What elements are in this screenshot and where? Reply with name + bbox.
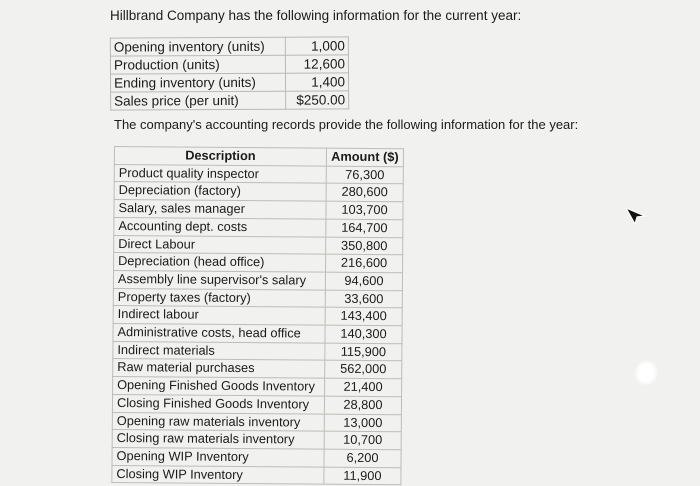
table-row [114, 200, 403, 220]
row-amount: 13,000 [324, 414, 401, 432]
row-amount: 562,000 [325, 361, 402, 379]
description-header: Description [114, 147, 326, 166]
table-row [113, 341, 402, 361]
row-description: Indirect materials [113, 341, 325, 360]
table-row [113, 377, 402, 397]
row-amount: 21,400 [325, 378, 402, 396]
row-description: Administrative costs, head office [113, 324, 325, 343]
intro-text: Hillbrand Company has the following information for the current year: [110, 8, 522, 23]
row-amount: 164,700 [326, 219, 403, 237]
table-header-row [114, 147, 403, 167]
table-row [114, 235, 403, 255]
row-description: Opening Finished Goods Inventory [113, 377, 325, 396]
row-amount: 33,600 [325, 290, 402, 308]
row-amount: 28,800 [324, 396, 401, 414]
production-info-table [110, 36, 349, 110]
table-row [114, 182, 403, 202]
row-description: Opening raw materials inventory [112, 412, 324, 431]
info-label: Sales price (per unit) [111, 91, 286, 110]
table-row [114, 253, 403, 273]
row-description: Property taxes (factory) [113, 288, 325, 307]
row-description: Indirect labour [113, 306, 325, 325]
row-description: Closing Finished Goods Inventory [112, 394, 324, 413]
row-amount: 103,700 [326, 201, 403, 219]
row-description: Salary, sales manager [114, 200, 326, 219]
row-description: Depreciation (factory) [114, 182, 326, 201]
table-row [112, 447, 401, 467]
row-description: Closing raw materials inventory [112, 430, 324, 449]
table-row [113, 359, 402, 379]
row-amount: 280,600 [326, 184, 403, 202]
row-amount: 115,900 [325, 343, 402, 361]
table-row [112, 430, 401, 450]
row-amount: 6,200 [324, 449, 401, 467]
row-description: Direct Labour [114, 235, 326, 254]
info-row [111, 73, 349, 92]
info-value: 1,000 [285, 37, 348, 55]
table-row [113, 288, 402, 308]
row-description: Accounting dept. costs [114, 217, 326, 236]
row-description: Assembly line supervisor's salary [113, 270, 325, 289]
info-label: Ending inventory (units) [111, 73, 286, 92]
info-value: 1,400 [285, 73, 348, 91]
records-intro-text: The company's accounting records provide the following information for the year: [114, 117, 579, 132]
row-amount: 11,900 [324, 467, 401, 485]
mouse-pointer-icon [624, 205, 648, 225]
row-description: Opening WIP Inventory [112, 447, 324, 466]
table-row [112, 465, 401, 485]
info-row [110, 55, 348, 74]
row-description: Raw material purchases [113, 359, 325, 378]
table-row [114, 217, 403, 237]
table-row [114, 164, 403, 184]
table-row [113, 270, 402, 290]
table-row [112, 412, 401, 432]
row-description: Depreciation (head office) [114, 253, 326, 272]
glare-spot [636, 362, 656, 384]
row-amount: 143,400 [325, 307, 402, 325]
info-row [110, 37, 348, 56]
table-row [113, 306, 402, 326]
table-row [113, 324, 402, 344]
row-description: Product quality inspector [114, 164, 326, 183]
info-row [111, 91, 349, 110]
row-amount: 94,600 [325, 272, 402, 290]
row-description: Closing WIP Inventory [112, 465, 324, 484]
info-value: 12,600 [285, 55, 348, 73]
row-amount: 216,600 [326, 254, 403, 272]
amount-header: Amount ($) [326, 148, 403, 166]
row-amount: 350,800 [326, 237, 403, 255]
table-row [112, 394, 401, 414]
info-label: Production (units) [110, 55, 285, 74]
row-amount: 10,700 [324, 431, 401, 449]
cost-records-table [111, 146, 404, 486]
info-value: $250.00 [286, 91, 349, 109]
info-label: Opening inventory (units) [110, 37, 285, 56]
row-amount: 76,300 [326, 166, 403, 184]
row-amount: 140,300 [325, 325, 402, 343]
